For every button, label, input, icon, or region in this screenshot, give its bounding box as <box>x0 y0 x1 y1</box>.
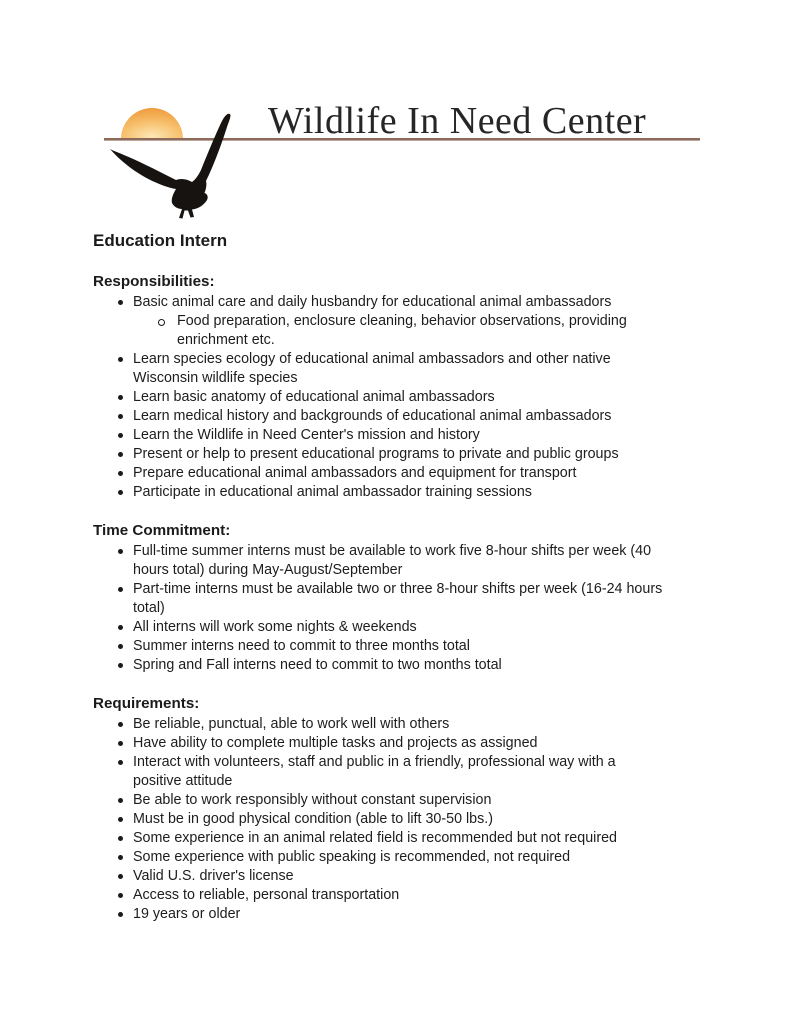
section-heading: Time Commitment: <box>93 522 231 539</box>
list-item: Must be in good physical condition (able to lift 30-50 lbs.) <box>93 810 665 829</box>
list-item: All interns will work some nights & weekends <box>93 618 665 637</box>
list-item: Be reliable, punctual, able to work well with others <box>93 715 665 734</box>
section-time-commitment <box>93 521 693 675</box>
list-item: Interact with volunteers, staff and public in a friendly, professional way with a positive attitude <box>93 753 665 791</box>
list-item: Part-time interns must be available two or three 8-hour shifts per week (16-24 hours total) <box>93 580 665 618</box>
list-item: Have ability to complete multiple tasks and projects as assigned <box>93 734 665 753</box>
list-item: Summer interns need to commit to three months total <box>93 637 665 656</box>
list-item: Access to reliable, personal transportation <box>93 886 665 905</box>
list-item: Participate in educational animal ambassador training sessions <box>93 483 665 502</box>
bullet-list <box>93 542 693 675</box>
list-item: Spring and Fall interns need to commit to two months total <box>93 656 665 675</box>
sections <box>93 272 693 924</box>
list-item: Full-time summer interns must be available to work five 8-hour shifts per week (40 hours total) during May-August/September <box>93 542 665 580</box>
list-item: Be able to work responsibly without constant supervision <box>93 791 665 810</box>
job-title: Education Intern <box>93 231 228 250</box>
list-item: 19 years or older <box>93 905 665 924</box>
list-item: Learn medical history and backgrounds of educational animal ambassadors <box>93 407 665 426</box>
list-item: Some experience with public speaking is recommended, not required <box>93 848 665 867</box>
sub-list-item: Food preparation, enclosure cleaning, behavior observations, providing enrichment etc. <box>93 312 665 350</box>
list-item: Prepare educational animal ambassadors and equipment for transport <box>93 464 665 483</box>
section-requirements <box>93 694 693 924</box>
list-item: Some experience in an animal related field is recommended but not required <box>93 829 665 848</box>
sun-icon <box>121 108 183 139</box>
list-item: Basic animal care and daily husbandry for educational animal ambassadors <box>93 293 665 312</box>
brand-title: Wildlife In Need Center <box>268 100 647 142</box>
section-heading: Requirements: <box>93 695 200 712</box>
section-heading: Responsibilities: <box>93 273 215 290</box>
list-item: Present or help to present educational programs to private and public groups <box>93 445 665 464</box>
list-item: Learn the Wildlife in Need Center's mission and history <box>93 426 665 445</box>
bullet-list <box>93 715 693 924</box>
section-responsibilities <box>93 272 693 502</box>
list-item: Learn species ecology of educational animal ambassadors and other native Wisconsin wildlife species <box>93 350 665 388</box>
bullet-list <box>93 293 693 502</box>
list-item: Learn basic anatomy of educational animal ambassadors <box>93 388 665 407</box>
document-content <box>93 231 693 924</box>
list-item: Valid U.S. driver's license <box>93 867 665 886</box>
